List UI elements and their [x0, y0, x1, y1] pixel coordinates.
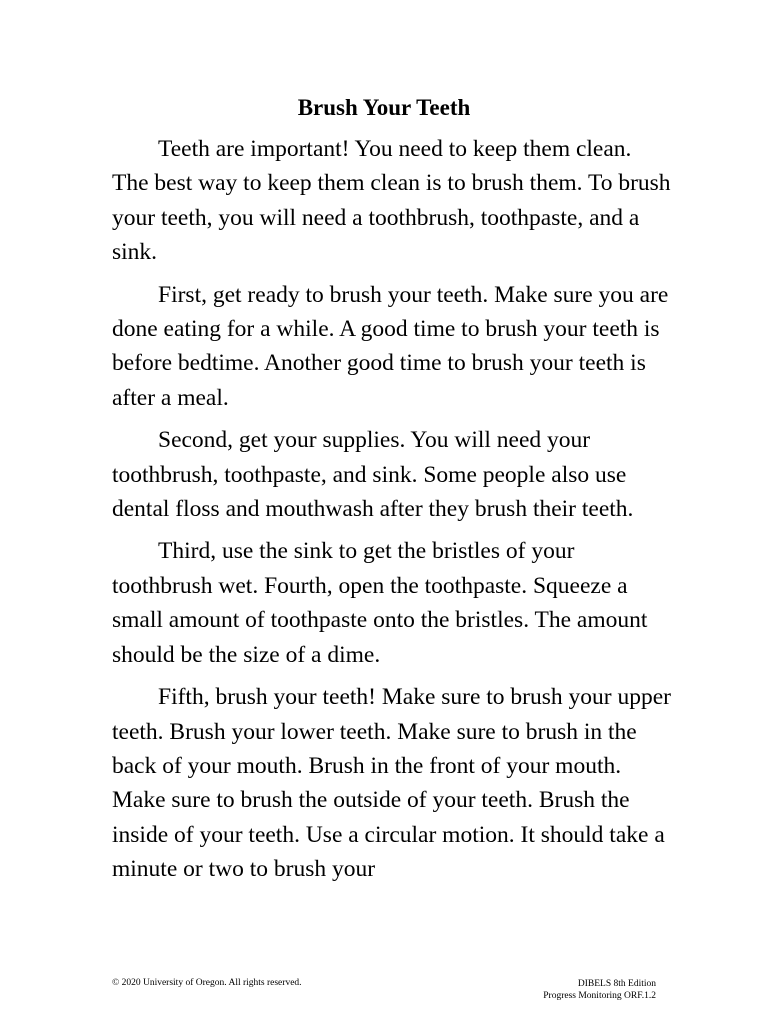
footer-edition-info: [543, 978, 656, 1002]
passage-paragraph-4: Third, use the sink to get the bristles of your toothbrush wet. Fourth, open the toothpaste. Squeeze a small amount of toothpaste onto the bristles. The amount should be the size of a dime.: [112, 538, 648, 668]
passage-title: Brush Your Teeth: [297, 95, 471, 120]
passage-paragraph-5: Fifth, brush your teeth! Make sure to brush your upper teeth. Brush your lower teeth. Make sure to brush in the back of your mouth. Brush in the front of your mouth. Make sure to brush the outside of your teeth. Brush the inside of your teeth. Use a circular motion. It should take a minute or two to brush your: [112, 684, 671, 883]
passage-paragraph-1: Teeth are important! You need to keep them clean. The best way to keep them clean is to brush them. To brush your teeth, you will need a toothbrush, toothpaste, and a sink.: [112, 136, 671, 266]
passage-body: [112, 132, 672, 895]
edition-label: DIBELS 8th Edition: [577, 979, 656, 989]
copyright-notice: © 2020 University of Oregon. All rights reserved.: [112, 978, 302, 988]
form-label: Progress Monitoring ORF.1.2: [543, 991, 656, 1001]
passage-paragraph-2: First, get ready to brush your teeth. Make sure you are done eating for a while. A good time to brush your teeth is before bedtime. Another good time to brush your teeth is after a meal.: [112, 281, 669, 411]
passage-paragraph-3: Second, get your supplies. You will need your toothbrush, toothpaste, and sink. Some people also use dental floss and mouthwash after they brush their teeth.: [112, 427, 634, 523]
